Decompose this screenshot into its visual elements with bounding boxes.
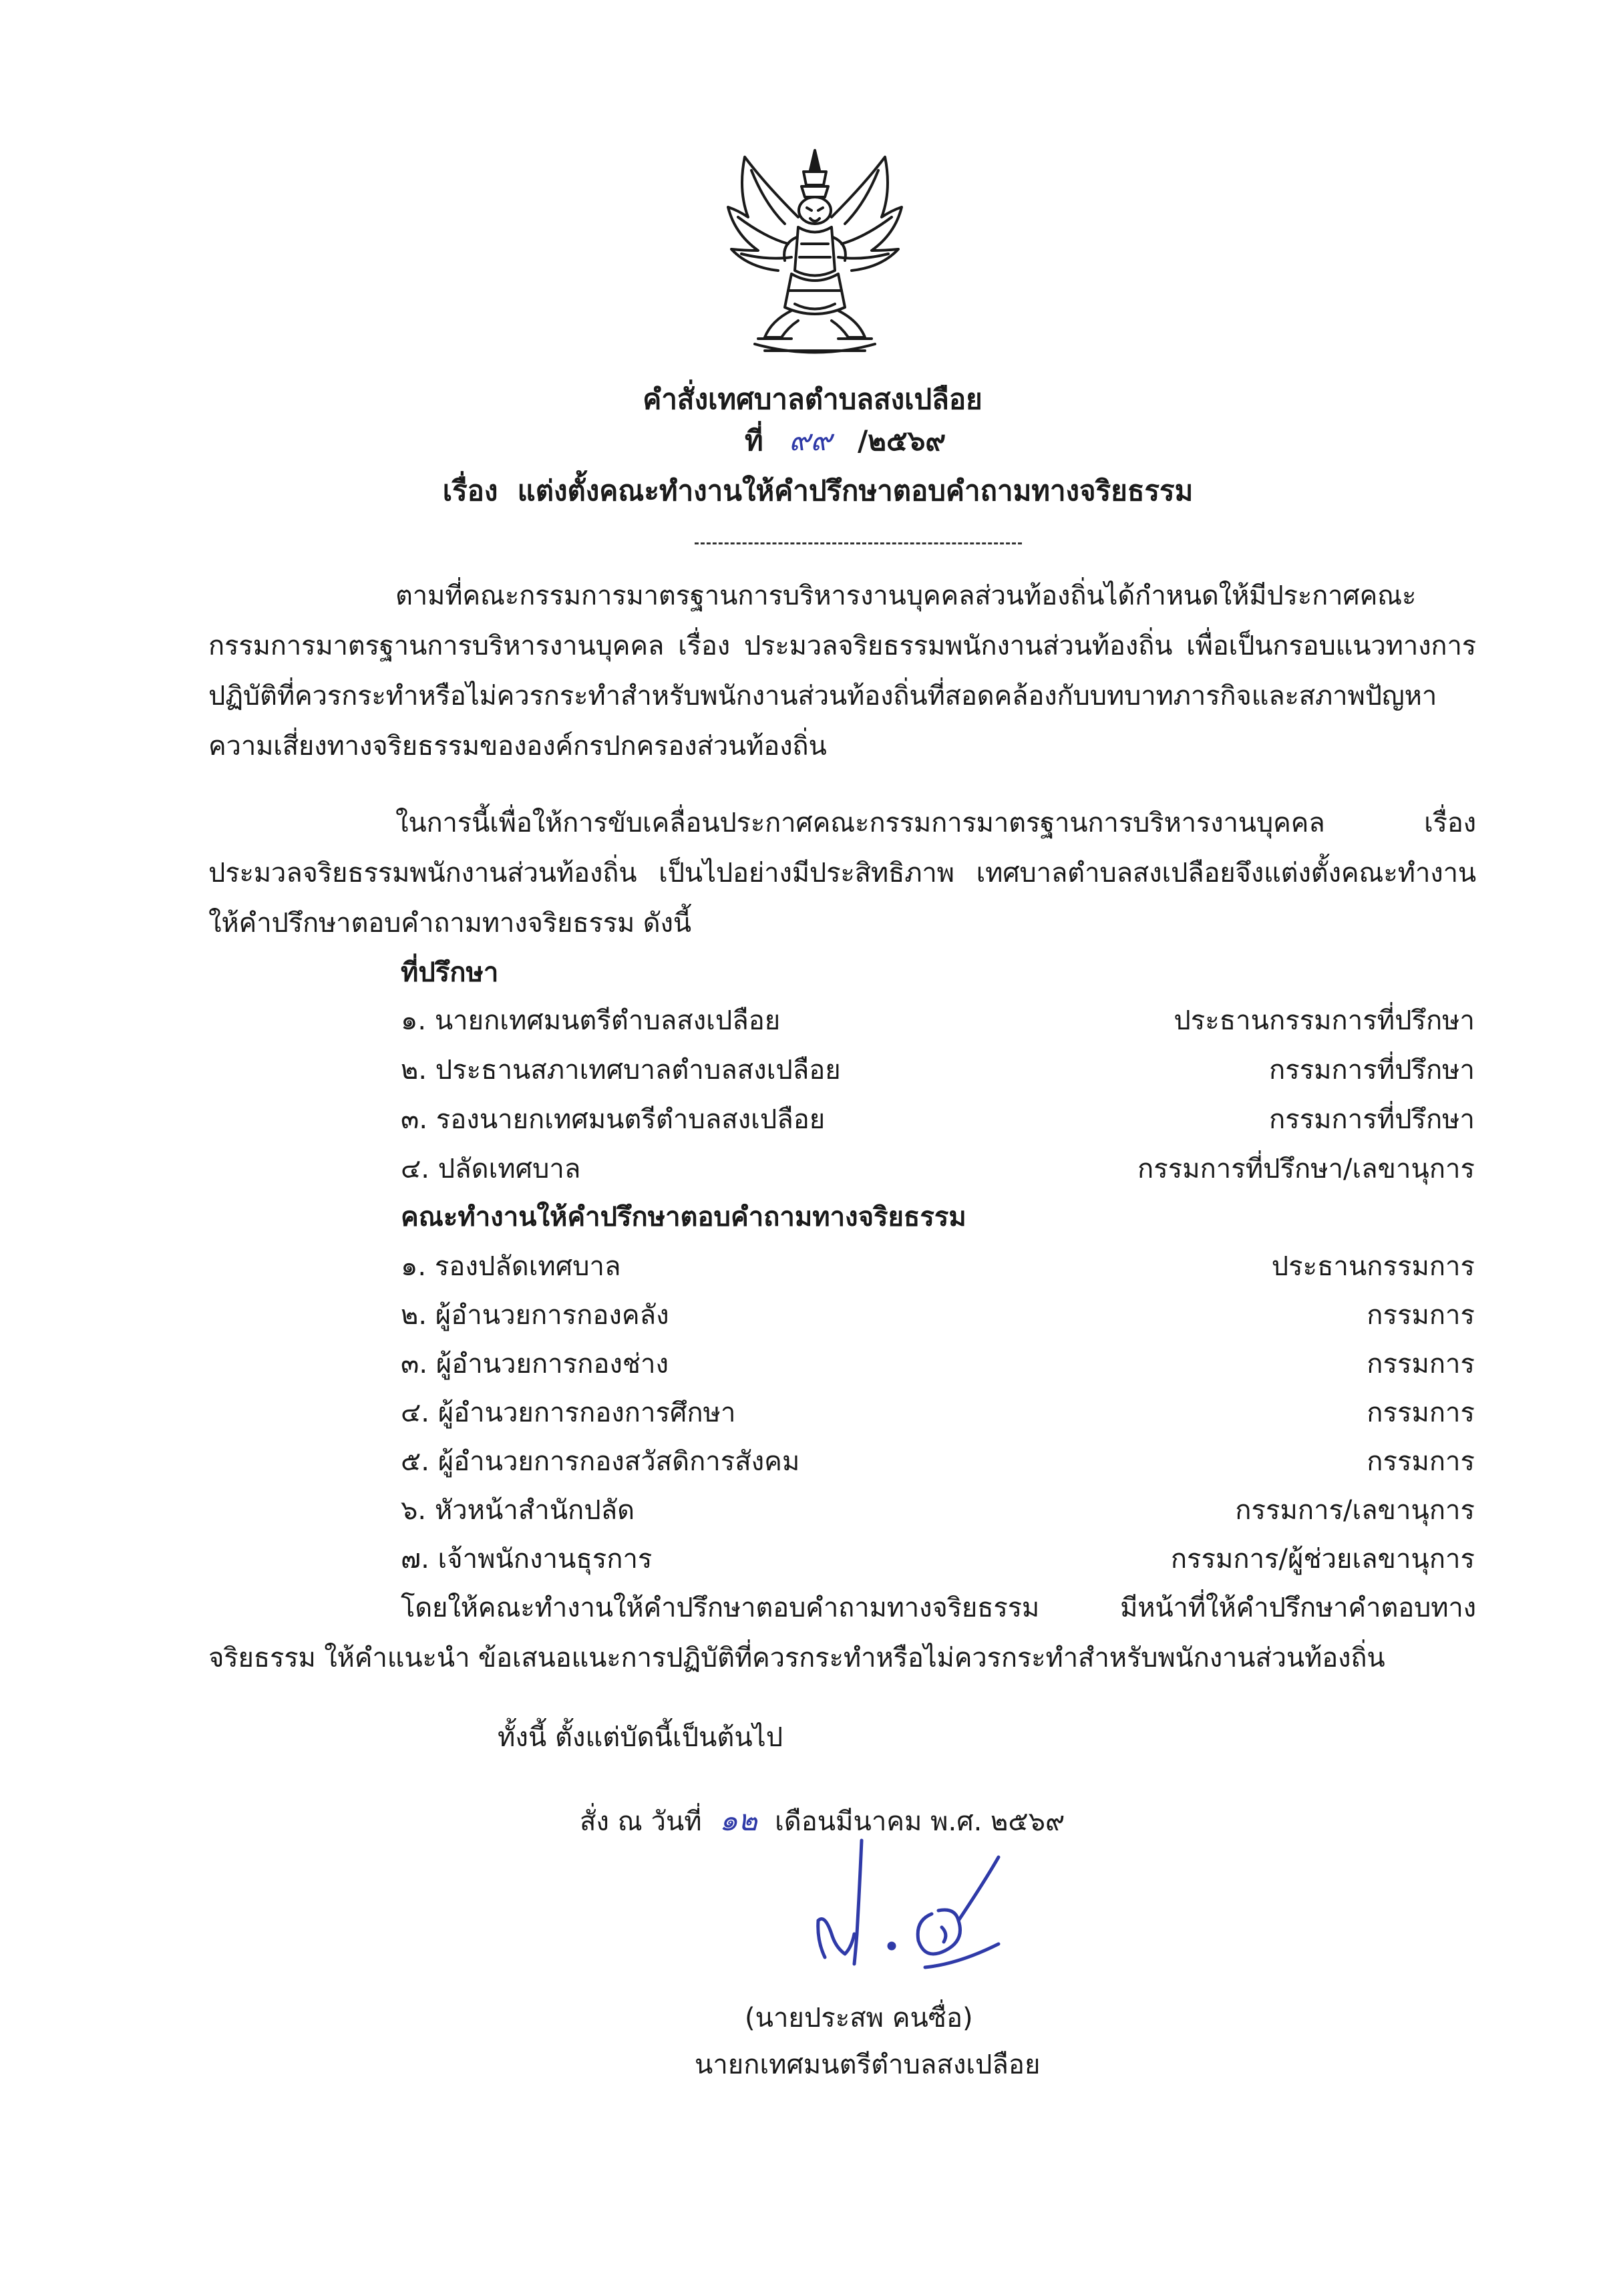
order-subject [13,471,1609,511]
list-item [401,1438,1475,1486]
order-date-suffix: เดือนมีนาคม พ.ศ. ๒๕๖๙ [775,1806,1065,1837]
list-item [401,1046,1475,1094]
order-number-handwritten: ๙๙ [789,424,832,458]
list-item [401,1389,1475,1437]
advisor-name: ๒. ประธานสภาเทศบาลตำบลสงเปลือย [401,1055,841,1086]
list-item [401,997,1475,1045]
signature-mark [798,1834,1019,1987]
member-name: ๗. เจ้าพนักงานธุรการ [401,1544,653,1575]
member-role: ประธานกรรมการ [1271,1251,1475,1282]
order-number-prefix: ที่ [745,424,763,457]
advisor-role: กรรมการที่ปรึกษา [1268,1055,1475,1086]
signatory-name: (นายประสพ คนซื่อ) [745,2003,973,2033]
purpose-paragraph: ในการนี้เพื่อให้การขับเคลื่อนประกาศคณะกรรมการมาตรฐานการบริหารงานบุคคล เรื่อง ประมวลจริยธรรมพนักงานส่วนท้องถิ่น เป็นไปอย่างมีประสิทธิภาพ เทศบาลตำบลสงเปลือยจึงแต่งตั้งคณะทำงานให้คำปรึกษาตอบคำถามทางจริยธรรม ดังนี้ [208,808,1476,939]
member-role: กรรมการ [1367,1349,1475,1379]
order-date-prefix: สั่ง ณ วันที่ [580,1806,702,1837]
member-role: กรรมการ [1367,1398,1475,1428]
advisor-name: ๔. ปลัดเทศบาล [401,1154,581,1184]
list-item [401,1486,1475,1534]
garuda-emblem-icon [718,144,912,364]
member-name: ๑. รองปลัดเทศบาล [401,1251,621,1282]
member-role: กรรมการ [1367,1446,1475,1477]
list-item [401,1340,1475,1388]
advisor-name: ๓. รองนายกเทศมนตรีตำบลสงเปลือย [401,1104,826,1135]
signatory-position: นายกเทศมนตรีตำบลสงเปลือย [695,2049,1041,2080]
subject-text: แต่งตั้งคณะทำงานให้คำปรึกษาตอบคำถามทางจริยธรรม [517,474,1194,507]
member-name: ๕. ผู้อำนวยการกองสวัสดิการสังคม [401,1446,800,1477]
advisor-name: ๑. นายกเทศมนตรีตำบลสงเปลือย [401,1005,781,1036]
list-item [401,1535,1475,1583]
member-role: กรรมการ/เลขานุการ [1235,1495,1475,1526]
advisor-role: ประธานกรรมการที่ปรึกษา [1174,1005,1475,1036]
working-group-heading: คณะทำงานให้คำปรึกษาตอบคำถามทางจริยธรรม [401,1202,966,1233]
advisor-role: กรรมการที่ปรึกษา [1268,1104,1475,1135]
duty-paragraph: โดยให้คณะทำงานให้คำปรึกษาตอบคำถามทางจริยธรรม มีหน้าที่ให้คำปรึกษาคำตอบทางจริยธรรม ให้คำแนะนำ ข้อเสนอแนะการปฏิบัติที่ควรกระทำหรือไม่ควรกระทำสำหรับพนักงานส่วนท้องถิ่น [208,1593,1476,1673]
member-name: ๓. ผู้อำนวยการกองช่าง [401,1349,669,1379]
order-title: คำสั่งเทศบาลตำบลสงเปลือย [643,383,982,416]
order-day-handwritten: ๑๒ [719,1804,757,1838]
list-item [401,1291,1475,1339]
member-role: กรรมการ [1367,1300,1475,1331]
advisor-role: กรรมการที่ปรึกษา/เลขานุการ [1137,1154,1475,1184]
list-item [401,1145,1475,1193]
list-item [401,1243,1475,1291]
header-divider [695,542,1022,544]
list-item [401,1096,1475,1144]
member-name: ๔. ผู้อำนวยการกองการศึกษา [401,1398,736,1428]
member-name: ๖. หัวหน้าสำนักปลัด [401,1495,635,1526]
member-role: กรรมการ/ผู้ช่วยเลขานุการ [1170,1544,1475,1575]
intro-paragraph: ตามที่คณะกรรมการมาตรฐานการบริหารงานบุคคลส่วนท้องถิ่นได้กำหนดให้มีประกาศคณะกรรมการมาตรฐานการบริหารงานบุคคล เรื่อง ประมวลจริยธรรมพนักงานส่วนท้องถิ่น เพื่อเป็นกรอบแนวทางการปฏิบัติที่ควรกระทำหรือไม่ควรกระทำสำหรับพนักงานส่วนท้องถิ่นที่สอดคล้องกับบทบาทภารกิจและสภาพปัญหาความเสี่ยงทางจริยธรรมขององค์กรปกครองส่วนท้องถิ่น [208,581,1476,762]
order-number [745,421,946,461]
effective-statement: ทั้งนี้ ตั้งแต่บัดนี้เป็นต้นไป [498,1722,783,1753]
member-name: ๒. ผู้อำนวยการกองคลัง [401,1300,669,1331]
advisors-heading: ที่ปรึกษา [401,957,499,988]
subject-label: เรื่อง [442,474,498,507]
order-number-suffix: /๒๕๖๙ [857,424,946,457]
